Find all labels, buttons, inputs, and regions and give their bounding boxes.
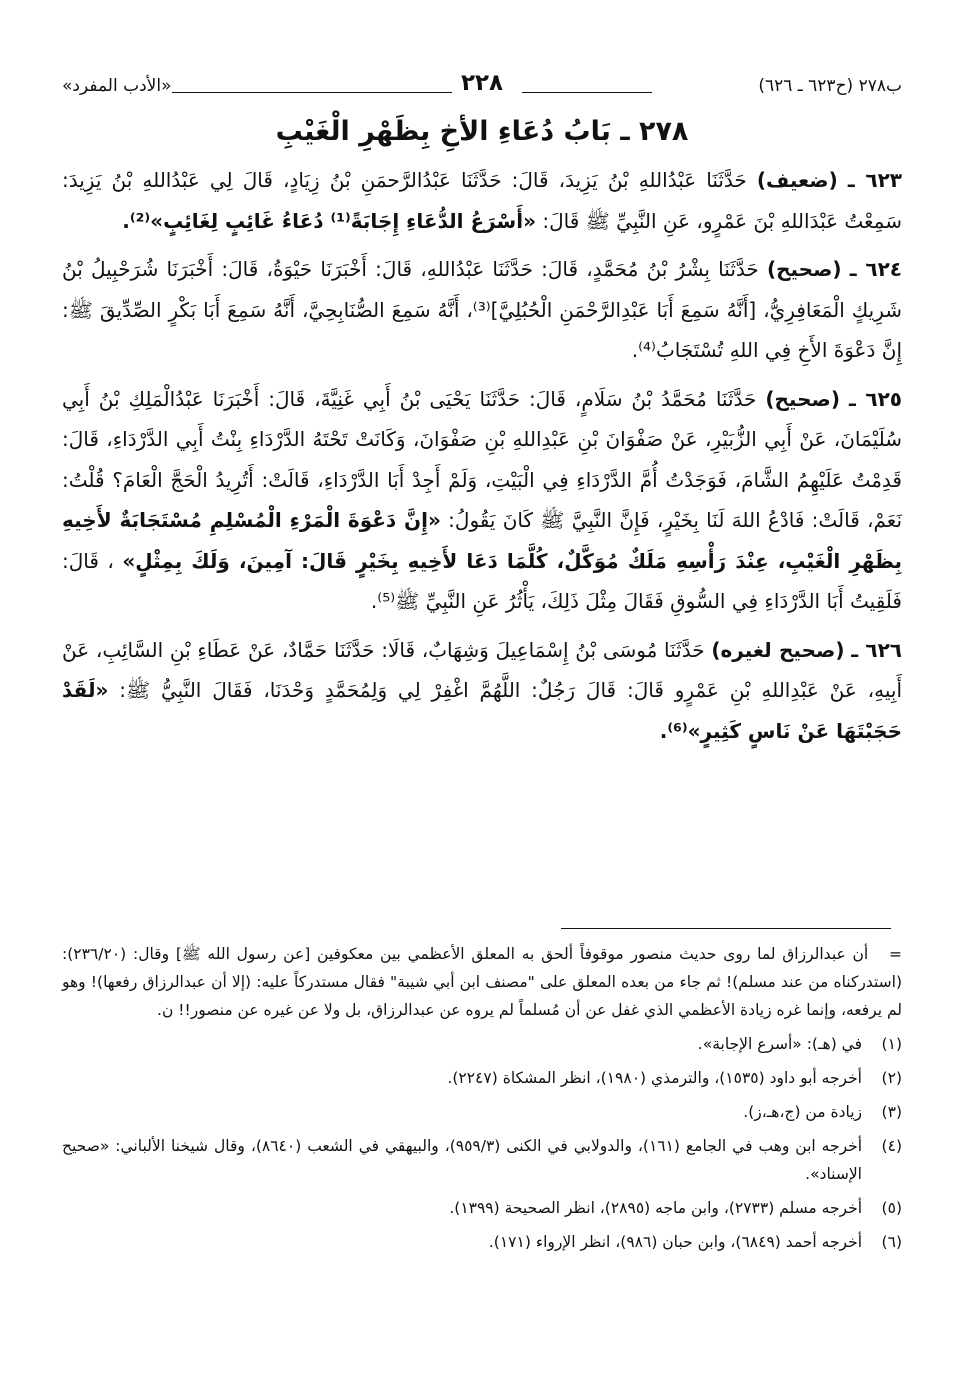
footnote-continuation-text: أن عبدالرزاق لما روى حديث منصور موقوفاً ألحق به المعلق الأعظمي بين معكوفين [عن رسول الله ﷺ] وقال: (٢٣٦/٢٠): (استدركناه من عند مسلم)! ثم جاء من بعده المعلق على "مصنف ابن أبي شيبة" فقال مستدركاً عليه: (إلا أن عبدالرزاق رفعها)! وهو لم يرفعه، وإنما غره زيادة الأعظمي الذي غفل عن أن مُسلماً لم يروه عن عبدالرزاق، بل ولا عن غيره عن منصور!! ن. (62, 945, 902, 1019)
page-number: ٢٢٨ (460, 70, 504, 96)
hadith-623 (62, 160, 902, 241)
hadith-624 (62, 249, 902, 371)
footnote-item (62, 1064, 902, 1092)
footnote-separator (561, 928, 891, 929)
chapter-title: ٢٧٨ ـ بَابُ دُعَاءِ الأخِ بِظَهْرِ الْغَيْبِ (275, 116, 689, 147)
hadith-isnad: حَدَّثَنَا عَبْدُاللهِ بْنُ يَزِيدَ، قَالَ: حَدَّثَنَا عَبْدُالرَّحمَنِ بْنُ زِيَادٍ، قَالَ لِي عَبْدُاللهِ بْنُ يَزِيدَ: سَمِعْتُ عَبْدَاللهِ بْنَ عَمْرٍو، عَنِ النَّبِيِّ ﷺ قَالَ: (62, 168, 902, 233)
hadith-tail: ، قَالَ: فَلَقِيتُ أَبَا الدَّرْدَاءِ فِي السُّوقِ فَقَالَ مِثْلَ ذَلِكَ، يَأْثُرُ عَنِ النَّبِيِّ ﷺ⁽⁵⁾. (62, 548, 902, 613)
hadith-grade: (صحيح لغيره) (711, 637, 845, 662)
footnote-item (62, 1228, 902, 1256)
hadith-matn: «لَقَدْ حَجَبْتَهَا عَنْ نَاسٍ كَثِيرٍ»⁽⁶⁾. (62, 678, 902, 743)
hadith-isnad: حَدَّثَنَا مُوسَى بْنُ إِسْمَاعِيلَ وَشِهَابٌ، قَالَا: حَدَّثَنَا حَمَّادٌ، عَنْ عَطَاءِ بْنِ السَّائِبِ، عَنْ أَبِيهِ، عَنْ عَبْدِاللهِ بْنِ عَمْرٍو قَالَ: قَالَ رَجُلٌ: اللَّهُمَّ اغْفِرْ لِي وَلِمُحَمَّدٍ وَحْدَنَا، فَقَالَ النَّبِيُّ ﷺ: (62, 637, 902, 702)
header-section-range: ب٢٧٨ (ح٦٢٣ ـ ٦٢٦) (758, 76, 902, 96)
hadith-grade: (ضعيف) (756, 168, 838, 192)
footnote-text: زيادة من (ج،هـ،ز). (743, 1103, 862, 1121)
hadith-isnad: حَدَّثَنَا مُحَمَّدُ بْنُ سَلَامٍ، قَالَ: حَدَّثَنَا يَحْيَى بْنُ أَبِي غَنِيَّةَ، قَالَ: أَخْبَرَنَا عَبْدُالْمَلِكِ بْنُ أَبِي سُلَيْمَانَ، عَنْ أَبِي الزُّبَيْرِ، عَنْ صَفْوَانَ بْنِ عَبْدِاللهِ بْنِ صَفْوَانَ، وَكَانَتْ تَحْتَهُ الدَّرْدَاءِ بِنْتُ أَبِي الدَّرْدَاءِ، قَالَ: قَدِمْتُ عَلَيْهِمُ الشَّامَ، فَوَجَدْتُ أُمَّ الدَّرْدَاءِ فِي الْبَيْتِ، وَلَمْ أَجِدْ أَبَا الدَّرْدَاءِ، قَالَتْ: أَتُرِيدُ الْحَجَّ الْعَامَ؟ قُلْتُ: نَعَمْ، قَالَتْ: فَادْعُ اللهَ لَنَا بِخَيْرٍ، فَإِنَّ النَّبِيَّ ﷺ كَانَ يَقُولُ: (62, 386, 903, 532)
hadith-matn: «إِنَّ دَعْوَةَ الْمَرْءِ الْمُسْلِمِ مُسْتَجَابَةٌ لأَخِيهِ بِظَهْرِ الْغَيْبِ، عِنْدَ رَأْسِهِ مَلَكٌ مُوَكَّلٌ، كُلَّمَا دَعَا لأَخِيهِ بِخَيْرٍ قَالَ: آمِينَ، وَلَكَ بِمِثْلٍ» (62, 508, 902, 573)
hadith-number: ٦٢٤ ـ (849, 257, 902, 281)
footnote-number: (٦) (881, 1233, 902, 1251)
hadith-grade: (صحيح) (766, 257, 842, 281)
footnote-number: (٣) (881, 1103, 902, 1121)
hadith-grade: (صحيح) (765, 386, 840, 411)
footnote-number: (٢) (881, 1069, 902, 1087)
hadith-number: ٦٢٣ ـ (847, 168, 902, 192)
footnote-item (62, 1030, 902, 1058)
continuation-marker: = (889, 945, 902, 963)
footnote-item (62, 1098, 902, 1126)
hadith-626 (62, 630, 902, 752)
header-divider (172, 92, 452, 93)
footnote-continuation (62, 940, 902, 1024)
hadith-number: ٦٢٦ ـ (851, 637, 902, 662)
hadith-625 (62, 379, 902, 622)
hadith-body (62, 160, 902, 759)
footnote-text: أخرجه مسلم (٢٧٣٣)، وابن ماجه (٢٨٩٥)، انظر الصحيحة (١٣٩٩). (449, 1199, 862, 1217)
footnote-number: (٤) (881, 1137, 902, 1155)
footnote-text: أخرجه أحمد (٦٨٤٩)، وابن حبان (٩٨٦)، انظر الإرواء (١٧١). (488, 1233, 862, 1251)
header-book-title: «الأدب المفرد» (62, 76, 172, 96)
footnotes (62, 940, 902, 1256)
footnote-text: في (هـ): «أسرع الإجابة». (697, 1035, 862, 1053)
footnote-text: أخرجه أبو داود (١٥٣٥)، والترمذي (١٩٨٠)، انظر المشكاة (٢٢٤٧). (447, 1069, 862, 1087)
footnote-number: (١) (881, 1035, 902, 1053)
footnote-item (62, 1132, 902, 1188)
footnote-item (62, 1194, 902, 1222)
footnote-number: (٥) (881, 1199, 902, 1217)
hadith-number: ٦٢٥ ـ (848, 386, 902, 411)
hadith-matn: «أَسْرَعُ الدُّعَاءِ إِجَابَةً⁽¹⁾ دُعَاءُ غَائِبٍ لِغَائِبٍ»⁽²⁾. (122, 208, 536, 233)
footnote-text: أخرجه ابن وهب في الجامع (١٦١)، والدولابي في الكنى (٩٥٩/٣)، والبيهقي في الشعب (٨٦٤٠)، وقال شيخنا الألباني: «صحيح الإسناد». (62, 1137, 863, 1183)
page-header (62, 72, 902, 106)
hadith-isnad: حَدَّثَنَا بِشْرُ بْنُ مُحَمَّدٍ، قَالَ: حَدَّثَنَا عَبْدُاللهِ، قَالَ: أَخْبَرَنَا حَيْوَةُ، قَالَ: أَخْبَرَنَا شُرَحْبِيلُ بْنُ شَرِيكٍ الْمَعَافِرِيُّ، [أَنَّهُ سَمِعَ أَبَا عَبْدِالرَّحْمَنِ الْحُبُلِيَّ]⁽³⁾، أَنَّهُ سَمِعَ الصُّنَابِحِيَّ، أَنَّهُ سَمِعَ أَبَا بَكْرٍ الصِّدِّيقَ ﷺ: إِنَّ دَعْوَةَ الأَخِ فِي اللهِ تُسْتَجَابُ⁽⁴⁾. (62, 257, 902, 362)
